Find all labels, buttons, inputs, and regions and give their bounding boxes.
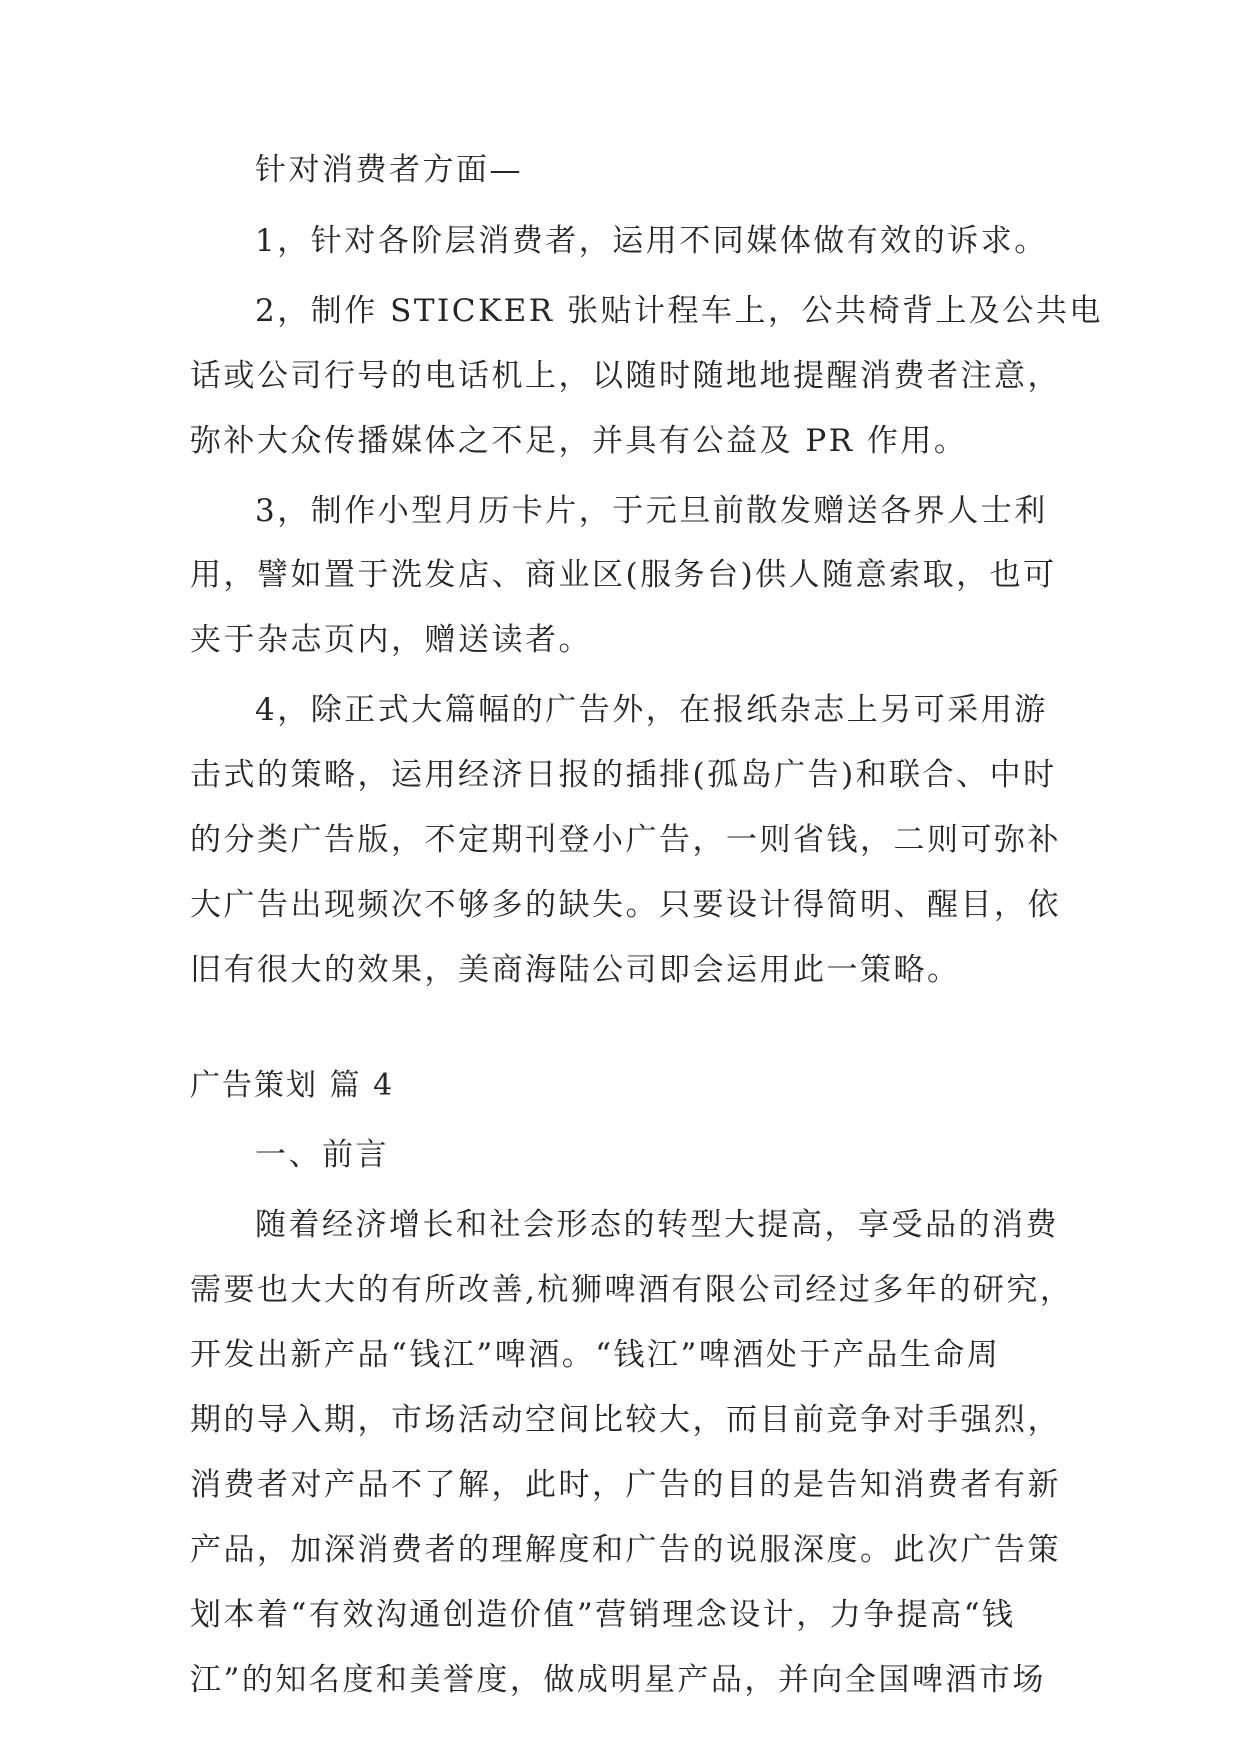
item-3-line-1: 3，制作小型月历卡片，于元旦前散发赠送各界人士利	[255, 493, 1048, 529]
preface-line-5: 消费者对产品不了解，此时，广告的目的是告知消费者有新	[190, 1467, 1061, 1503]
article-title: 广告策划 篇 4	[190, 1068, 395, 1103]
item-2-line-1: 2，制作 STICKER 张贴计程车上，公共椅背上及公共电	[255, 293, 1103, 329]
preface-line-2: 需要也大大的有所改善,杭狮啤酒有限公司经过多年的研究，	[190, 1272, 1074, 1308]
item-4-line-5: 旧有很大的效果，美商海陆公司即会运用此一策略。	[190, 952, 961, 988]
preface-heading: 一、前言	[255, 1137, 389, 1173]
preface-line-1: 随着经济增长和社会形态的转型大提高，享受品的消费	[255, 1207, 1059, 1243]
preface-line-6: 产品，加深消费者的理解度和广告的说服深度。此次广告策	[190, 1532, 1061, 1568]
item-3-line-3: 夹于杂志页内，赠送读者。	[190, 622, 592, 658]
item-2-line-3: 弥补大众传播媒体之不足，并具有公益及 PR 作用。	[190, 423, 968, 459]
item-4-line-4: 大广告出现频次不够多的缺失。只要设计得简明、醒目，依	[190, 887, 1061, 923]
preface-line-7: 划本着“有效沟通创造价值”营销理念设计，力争提高“钱	[190, 1597, 1016, 1633]
item-2-line-2: 话或公司行号的电话机上，以随时随地地提醒消费者注意，	[190, 358, 1061, 394]
item-3-line-2: 用，譬如置于洗发店、商业区(服务台)供人随意索取，也可	[190, 557, 1057, 593]
item-4-line-3: 的分类广告版，不定期刊登小广告，一则省钱，二则可弥补	[190, 822, 1061, 858]
item-4-line-2: 击式的策略，运用经济日报的插排(孤岛广告)和联合、中时	[190, 757, 1057, 793]
item-4-line-1: 4，除正式大篇幅的广告外，在报纸杂志上另可采用游	[255, 692, 1048, 728]
consumer-section-heading: 针对消费者方面—	[255, 152, 523, 188]
preface-line-4: 期的导入期，市场活动空间比较大，而目前竞争对手强烈，	[190, 1402, 1061, 1438]
preface-line-8: 江”的知名度和美誉度，做成明星产品，并向全国啤酒市场	[190, 1662, 1046, 1698]
item-1-line-1: 1，针对各阶层消费者，运用不同媒体做有效的诉求。	[255, 223, 1048, 259]
preface-line-3: 开发出新产品“钱江”啤酒。“钱江”啤酒处于产品生命周	[190, 1337, 1001, 1373]
